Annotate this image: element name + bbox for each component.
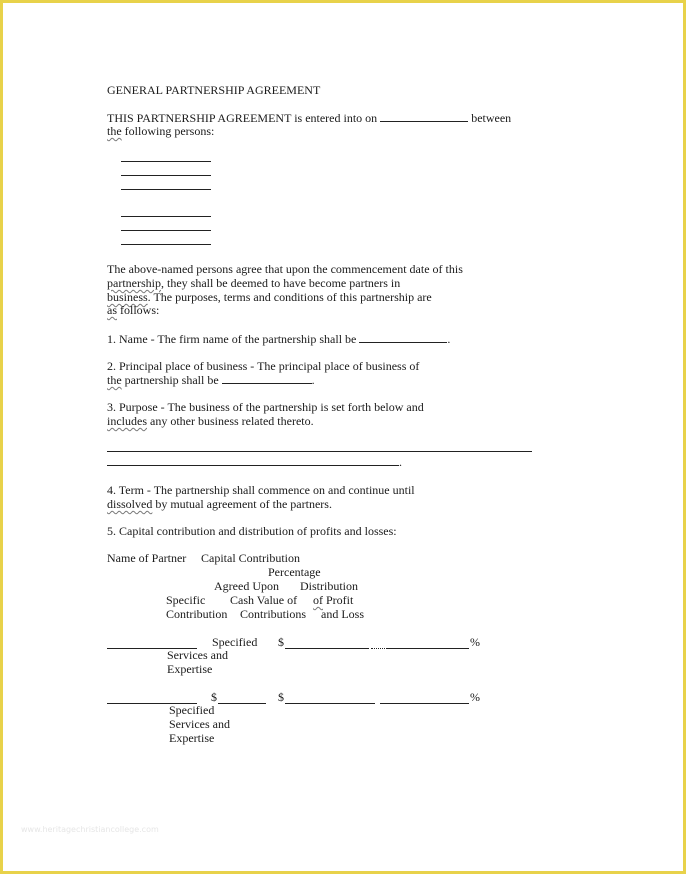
item-2-line-2: the partnership shall be .: [107, 373, 315, 387]
partner-blank-4[interactable]: [121, 216, 211, 217]
item-4-line-1: 4. Term - The partnership shall commence on and continue until: [107, 483, 415, 497]
header-percentage: Percentage: [268, 565, 321, 579]
partner-blank-3[interactable]: [121, 189, 211, 190]
watermark: www.heritagechristiancollege.com: [21, 825, 159, 834]
header-agreed-upon: Agreed Upon: [214, 579, 279, 593]
row-1-cash-blank[interactable]: [285, 648, 369, 649]
partner-blank-2[interactable]: [121, 175, 211, 176]
row-1-dollar: $: [278, 635, 284, 649]
item-2-line-1: 2. Principal place of business - The principal place of business of: [107, 359, 420, 373]
item-3-line-2: includes any other business related thereto.: [107, 414, 314, 428]
purpose-blank-1[interactable]: [107, 451, 532, 452]
row-1-specified: Specified: [212, 635, 258, 649]
header-of-profit: of Profit: [313, 593, 354, 607]
row-2-cash-blank[interactable]: [285, 703, 375, 704]
para-1-line-4: as follows:: [107, 303, 160, 317]
header-specific: Specific: [166, 593, 206, 607]
firm-name-blank[interactable]: [359, 331, 447, 343]
row-2-percent: %: [470, 690, 480, 704]
intro-text: THIS PARTNERSHIP AGREEMENT is entered into on: [107, 111, 378, 125]
row-2-specific-blank[interactable]: [218, 703, 266, 704]
item-5: 5. Capital contribution and distribution of profits and losses:: [107, 524, 397, 538]
para-1-line-2: partnership, they shall be deemed to have become partners in: [107, 276, 401, 290]
purpose-period: .: [399, 455, 402, 469]
row-1-percent: %: [470, 635, 480, 649]
intro-line-1: [107, 110, 511, 125]
partner-blank-5[interactable]: [121, 230, 211, 231]
item-4-line-2: dissolved by mutual agreement of the partners.: [107, 497, 332, 511]
header-name-of-partner: Name of Partner: [107, 551, 187, 565]
intro-line-2: the following persons:: [107, 124, 215, 138]
row-2-specified: Specified: [169, 703, 215, 717]
header-capital-contribution: Capital Contribution: [201, 551, 300, 565]
header-contributions: Contributions: [240, 607, 307, 621]
para-1-line-3: business. The purposes, terms and conditions of this partnership are: [107, 290, 432, 304]
place-of-business-blank[interactable]: [222, 372, 312, 384]
row-1-services-and: Services and: [167, 648, 228, 662]
row-2-services-and: Services and: [169, 717, 230, 731]
document-page: [3, 3, 683, 871]
date-blank[interactable]: [380, 110, 468, 122]
row-1-cash-dots: [371, 648, 385, 649]
between-text: between: [471, 111, 512, 125]
header-distribution: Distribution: [300, 579, 359, 593]
header-cash-value-of: Cash Value of: [230, 593, 298, 607]
row-1-expertise: Expertise: [167, 662, 213, 676]
partner-blank-6[interactable]: [121, 244, 211, 245]
row-2-percent-blank[interactable]: [380, 703, 469, 704]
row-2-expertise: Expertise: [169, 731, 215, 745]
partner-blank-1[interactable]: [121, 161, 211, 162]
purpose-blank-2[interactable]: [107, 465, 399, 466]
header-and-loss: and Loss: [321, 607, 364, 621]
row-2-dollar: $: [278, 690, 284, 704]
item-1-name: 1. Name - The firm name of the partnership shall be .: [107, 332, 451, 346]
item-3-line-1: 3. Purpose - The business of the partnership is set forth below and: [107, 400, 424, 414]
header-contribution: Contribution: [166, 607, 228, 621]
document-title: GENERAL PARTNERSHIP AGREEMENT: [107, 83, 321, 97]
row-1-percent-blank[interactable]: [386, 648, 469, 649]
para-1-line-1: The above-named persons agree that upon the commencement date of this: [107, 262, 463, 276]
row-2-dollar-specific: $: [211, 690, 217, 704]
